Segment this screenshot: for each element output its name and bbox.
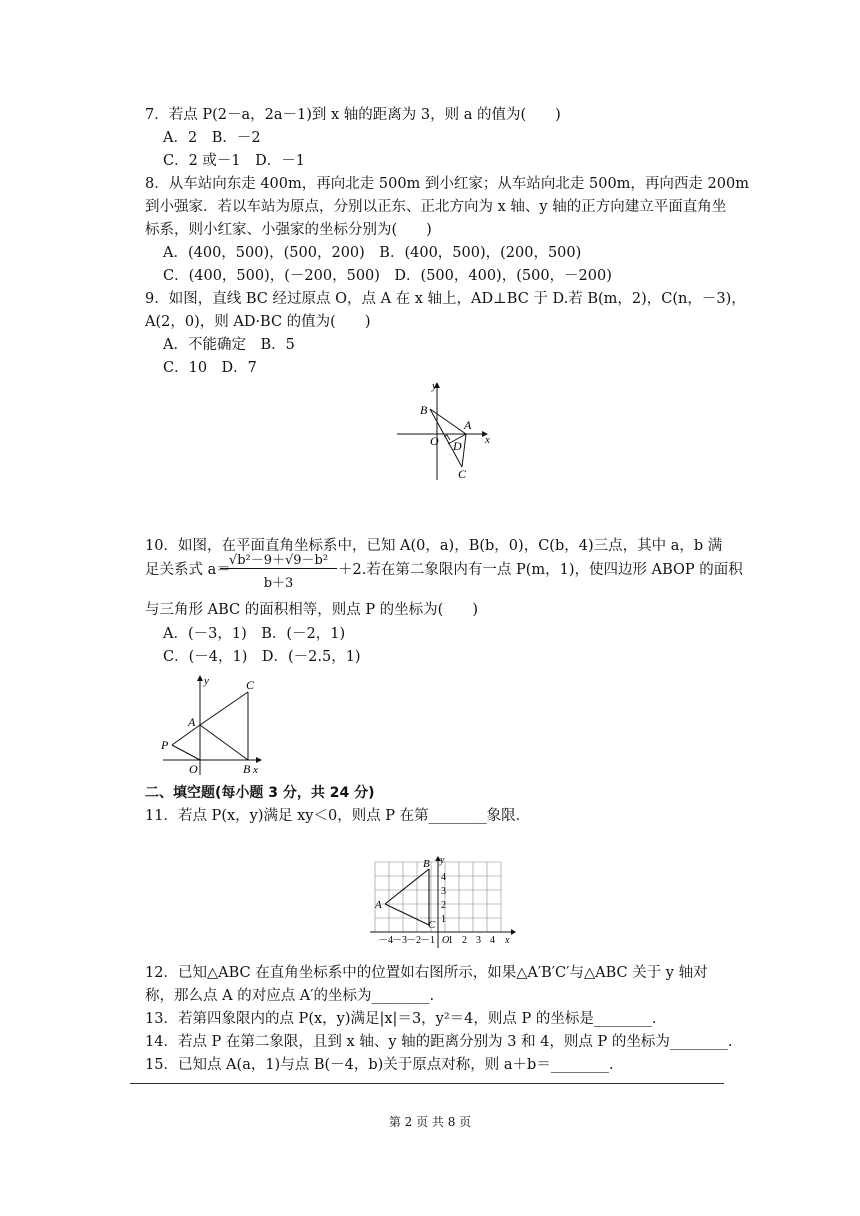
q9-label-x: x xyxy=(485,434,490,446)
q11-stem: 11．若点 P(x，y)满足 xy＜0，则点 P 在第________象限． xyxy=(145,808,531,824)
q9-label-A: A xyxy=(464,418,472,432)
q10-label-B: B xyxy=(243,762,251,776)
grid-ytick-label: 1 xyxy=(441,914,446,925)
page-footer: 第 2 页 共 8 页 xyxy=(388,1115,472,1129)
grid-label-B: B xyxy=(423,858,430,870)
q10-line3: 与三角形 ABC 的面积相等，则点 P 的坐标为( ) xyxy=(145,602,478,618)
grid-ytick-label: 3 xyxy=(441,886,446,897)
q9-label-C: C xyxy=(458,467,467,481)
q10-options-ab: A．(－3，1) B．(－2，1) xyxy=(163,626,346,642)
q12-line2: 称，那么点 A 的对应点 A′的坐标为________. xyxy=(145,988,435,1004)
q9-options-ab: A．不能确定 B．5 xyxy=(163,337,295,353)
q13-stem: 13．若第四象限内的点 P(x，y)满足|x|＝3，y²＝4，则点 P 的坐标是________. xyxy=(145,1011,657,1027)
q7-options-ab: A．2 B．－2 xyxy=(163,130,261,146)
grid-label-A: A xyxy=(375,899,382,911)
grid-xtick-label: －3 xyxy=(392,935,407,946)
grid-xtick-label: 2 xyxy=(462,935,467,946)
q7-options-cd: C．2 或－1 D．－1 xyxy=(163,153,306,169)
q9-line2: A(2，0)，则 AD·BC 的值为( ) xyxy=(145,314,371,330)
section-fill-in-heading: 二、填空题(每小题 3 分，共 24 分) xyxy=(145,785,375,801)
q10-options-cd: C．(－4，1) D．(－2.5，1) xyxy=(163,649,361,665)
q10-fraction-bar xyxy=(220,568,337,569)
grid-xtick-label: 4 xyxy=(490,935,495,946)
q8-line1: 8．从车站向东走 400m，再向北走 500m 到小红家；从车站向北走 500m，再向西走 200m xyxy=(145,176,749,192)
grid-label-y: y xyxy=(440,855,445,866)
grid-xtick-label: 3 xyxy=(476,935,481,946)
q10-label-x: x xyxy=(253,764,258,776)
grid-label-x: x xyxy=(505,935,510,946)
footer-rule xyxy=(130,1083,724,1084)
grid-label-C: C xyxy=(428,919,436,931)
grid-xtick-label: －4 xyxy=(378,935,393,946)
q10-label-C: C xyxy=(246,678,255,692)
grid-label-O: O xyxy=(442,935,450,946)
q10-line1: 10．如图，在平面直角坐标系中，已知 A(0，a)，B(b，0)，C(b，4)三点，其中 a，b 满 xyxy=(145,538,723,554)
q10-fraction-numerator: √b²－9＋√9－b² xyxy=(228,553,329,568)
q9-label-D: D xyxy=(453,439,462,453)
q10-label-A: A xyxy=(188,715,196,729)
q8-line3: 标系，则小红家、小强家的坐标分别为( ) xyxy=(145,222,432,238)
q10-label-y: y xyxy=(204,675,209,687)
q9-label-B: B xyxy=(420,403,428,417)
q10-label-P: P xyxy=(161,738,169,752)
q8-options-ab: A．(400，500)，(500，200) B．(400，500)，(200，500) xyxy=(163,245,582,261)
grid-xtick-label: －2 xyxy=(406,935,421,946)
grid-ytick-label: 4 xyxy=(441,872,446,883)
grid-xtick-label: 1 xyxy=(448,935,453,946)
q10-figure xyxy=(158,672,268,777)
q10-fraction-denominator: b＋3 xyxy=(263,576,294,591)
q9-options-cd: C．10 D．7 xyxy=(163,360,257,376)
q9-label-y: y xyxy=(432,380,437,392)
q10-line2-rest: ＋2.若在第二象限内有一点 P(m，1)，使四边形 ABOP 的面积 xyxy=(338,562,743,578)
q7-stem: 7．若点 P(2－a，2a－1)到 x 轴的距离为 3，则 a 的值为( ) xyxy=(145,107,561,123)
q8-line2: 到小强家．若以车站为原点，分别以正东、正北方向为 x 轴、y 轴的正方向建立平面直角坐 xyxy=(145,199,727,215)
q10-label-O: O xyxy=(189,762,198,776)
q15-stem: 15．已知点 A(a，1)与点 B(－4，b)关于原点对称，则 a＋b＝________. xyxy=(145,1057,614,1073)
q9-label-O: O xyxy=(430,434,439,448)
q12-line1: 12．已知△ABC 在直角坐标系中的位置如右图所示，如果△A′B′C′与△ABC 关于 y 轴对 xyxy=(145,965,708,981)
grid-ytick-label: 2 xyxy=(441,900,446,911)
q14-stem: 14．若点 P 在第二象限，且到 x 轴、y 轴的距离分别为 3 和 4，则点 P 的坐标为________. xyxy=(145,1034,733,1050)
q8-options-cd: C．(400，500)，(－200，500) D．(500，400)，(500，－200) xyxy=(163,268,612,284)
q10-formula-prefix: 足关系式 a＝ xyxy=(145,562,231,578)
q12-grid-figure xyxy=(368,855,518,950)
grid-xtick-label: －1 xyxy=(420,935,435,946)
q9-line1: 9．如图，直线 BC 经过原点 O，点 A 在 x 轴上，AD⊥BC 于 D.若 B(m，2)，C(n，－3)， xyxy=(145,291,746,307)
q9-figure xyxy=(392,375,502,485)
